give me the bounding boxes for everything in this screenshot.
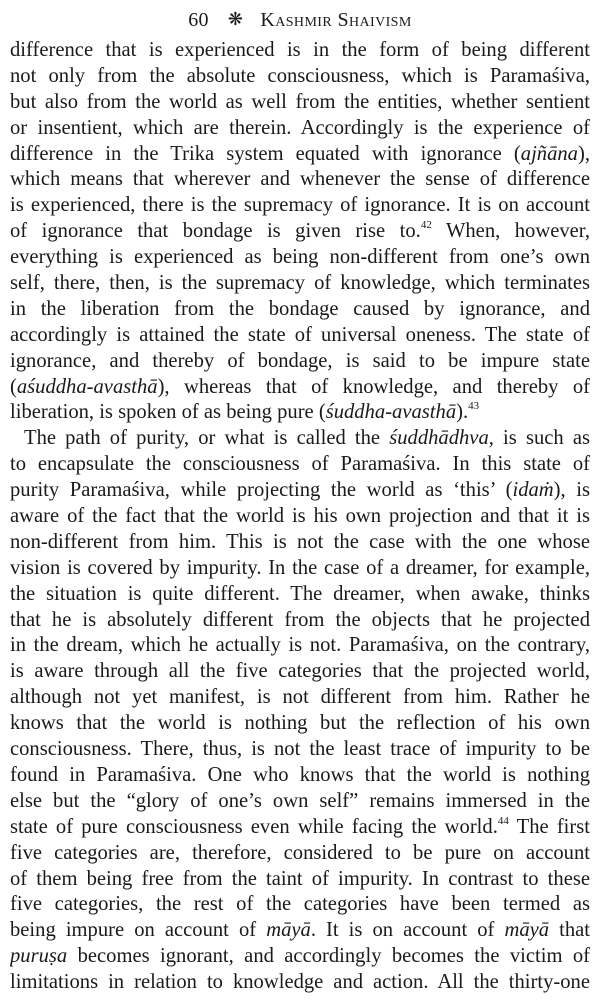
- text-run: everything is experienced as being non-different from one’s own: [10, 246, 590, 269]
- text-run: consciousness. There, thus, is not the least trace of impurity to be: [10, 738, 590, 761]
- text-run: The path of purity, or what is called the: [24, 427, 390, 450]
- book-title: Kashmir Shaivism: [260, 9, 412, 31]
- text-line: [10, 633, 590, 659]
- text-line: [10, 659, 590, 685]
- text-run: of them being free from the taint of impurity. In contrast to these: [10, 867, 590, 890]
- text-run: the situation is quite different. The dreamer, when awake, thinks: [10, 582, 590, 605]
- italic-term: māyā: [504, 919, 550, 942]
- body-text: [10, 38, 590, 996]
- text-run: to encapsulate the consciousness of Paramaśiva. In this state of: [10, 453, 590, 476]
- text-line: [10, 426, 590, 452]
- text-line: [10, 944, 590, 970]
- text-line: [10, 478, 590, 504]
- text-line: [10, 375, 590, 401]
- text-line: [10, 608, 590, 634]
- italic-term: śuddhādhva,: [389, 427, 494, 450]
- text-run: ),: [577, 142, 590, 165]
- footnote-ref: 43: [468, 400, 480, 413]
- page-number: 60: [188, 9, 209, 31]
- text-line: [10, 400, 590, 426]
- text-run: but also from the world as well from the entities, whether sentient: [10, 90, 590, 113]
- italic-term: puruṣa: [10, 945, 68, 968]
- text-run: vision is covered by impurity. In the case of a dreamer, for example,: [10, 556, 590, 579]
- text-run: limitations in relation to knowledge and action. All the thirty-one: [10, 971, 590, 994]
- text-run: ), is: [553, 479, 590, 502]
- text-run: non-different from him. This is not the case with the one whose: [10, 530, 590, 553]
- text-run: aware of the fact that the world is his own projection and that it is: [10, 505, 590, 528]
- text-line: [10, 737, 590, 763]
- text-run: becomes ignorant, and accordingly becomes the victim of: [67, 945, 590, 968]
- text-line: [10, 918, 590, 944]
- text-line: [10, 116, 590, 142]
- text-run: being impure on account of: [10, 919, 267, 942]
- text-line: [10, 582, 590, 608]
- text-run: ), whereas that of knowledge, and thereby of: [157, 375, 590, 398]
- text-run: difference that is experienced is in the form of being different: [10, 39, 590, 61]
- text-line: [10, 271, 590, 297]
- text-line: [10, 193, 590, 219]
- asterism-separator-icon: ❋: [227, 9, 244, 29]
- text-run: (: [10, 375, 17, 398]
- text-run: of ignorance that bondage is given rise to.: [10, 220, 421, 243]
- text-run: state of pure consciousness even while facing the world.: [10, 815, 498, 838]
- text-line: [10, 349, 590, 375]
- text-run: accordingly is attained the state of universal oneness. The state of: [10, 323, 590, 346]
- text-line: [10, 867, 590, 893]
- italic-term: māyā: [266, 919, 311, 942]
- text-run: which means that wherever and whenever the sense of difference: [10, 168, 590, 191]
- text-line: [10, 90, 590, 116]
- text-line: [10, 323, 590, 349]
- footnote-ref: 44: [497, 814, 509, 827]
- text-run: five categories are, therefore, considered to be pure on account: [10, 841, 590, 864]
- text-line: [10, 530, 590, 556]
- text-run: that: [549, 919, 590, 942]
- text-line: [10, 763, 590, 789]
- text-run: liberation, is spoken of as being pure (: [10, 401, 326, 424]
- running-head: [0, 6, 600, 33]
- text-run: else but the “glory of one’s own self” remains immersed in the: [10, 789, 590, 812]
- text-line: [10, 685, 590, 711]
- text-run: is such as: [493, 427, 590, 450]
- italic-term: aśuddha-avasthā: [16, 375, 158, 398]
- text-line: [10, 167, 590, 193]
- text-line: [10, 815, 590, 841]
- text-line: [10, 452, 590, 478]
- text-line: [10, 297, 590, 323]
- text-run: difference in the Trika system equated with ignorance (: [10, 142, 521, 165]
- text-run: The first: [508, 815, 590, 838]
- text-run: . It is on account of: [310, 919, 505, 942]
- text-line: [10, 219, 590, 245]
- text-line: [10, 38, 590, 64]
- text-line: [10, 789, 590, 815]
- text-run: found in Paramaśiva. One who knows that the world is nothing: [10, 763, 590, 786]
- text-run: although not yet manifest, is not different from him. Rather he: [10, 686, 590, 709]
- text-line: [10, 504, 590, 530]
- text-line: [10, 245, 590, 271]
- italic-term: śuddha-avasthā: [325, 401, 457, 424]
- text-line: [10, 970, 590, 996]
- text-line: [10, 64, 590, 90]
- italic-term: ajñāna: [520, 142, 578, 165]
- text-line: [10, 841, 590, 867]
- text-run: is experienced, there is the supremacy of ignorance. It is on account: [10, 194, 590, 217]
- text-run: not only from the absolute consciousness, which is Paramaśiva,: [10, 64, 590, 87]
- text-run: self, there, then, is the supremacy of knowledge, which terminates: [10, 272, 590, 295]
- text-run: that he is absolutely different from the objects that he projected: [10, 608, 590, 631]
- text-run: in the dream, which he actually is not. Paramaśiva, on the contrary,: [10, 634, 590, 657]
- text-run: ignorance, and thereby of bondage, is said to be impure state: [10, 349, 590, 372]
- text-run: ).: [456, 401, 469, 424]
- text-line: [10, 711, 590, 737]
- text-line: [10, 556, 590, 582]
- text-run: in the liberation from the bondage caused by ignorance, and: [10, 297, 590, 320]
- text-run: purity Paramaśiva, while projecting the world as ‘this’ (: [10, 479, 513, 502]
- text-line: [10, 142, 590, 168]
- text-run: or insentient, which are therein. Accordingly is the experience of: [10, 116, 590, 139]
- italic-term: idaṁ: [512, 479, 554, 502]
- text-run: knows that the world is nothing but the reflection of his own: [10, 712, 590, 735]
- text-run: is aware through all the five categories that the projected world,: [10, 660, 590, 683]
- text-line: [10, 892, 590, 918]
- footnote-ref: 42: [420, 219, 432, 232]
- text-run: When, however,: [431, 220, 590, 243]
- text-run: five categories, the rest of the categories have been termed as: [10, 893, 590, 916]
